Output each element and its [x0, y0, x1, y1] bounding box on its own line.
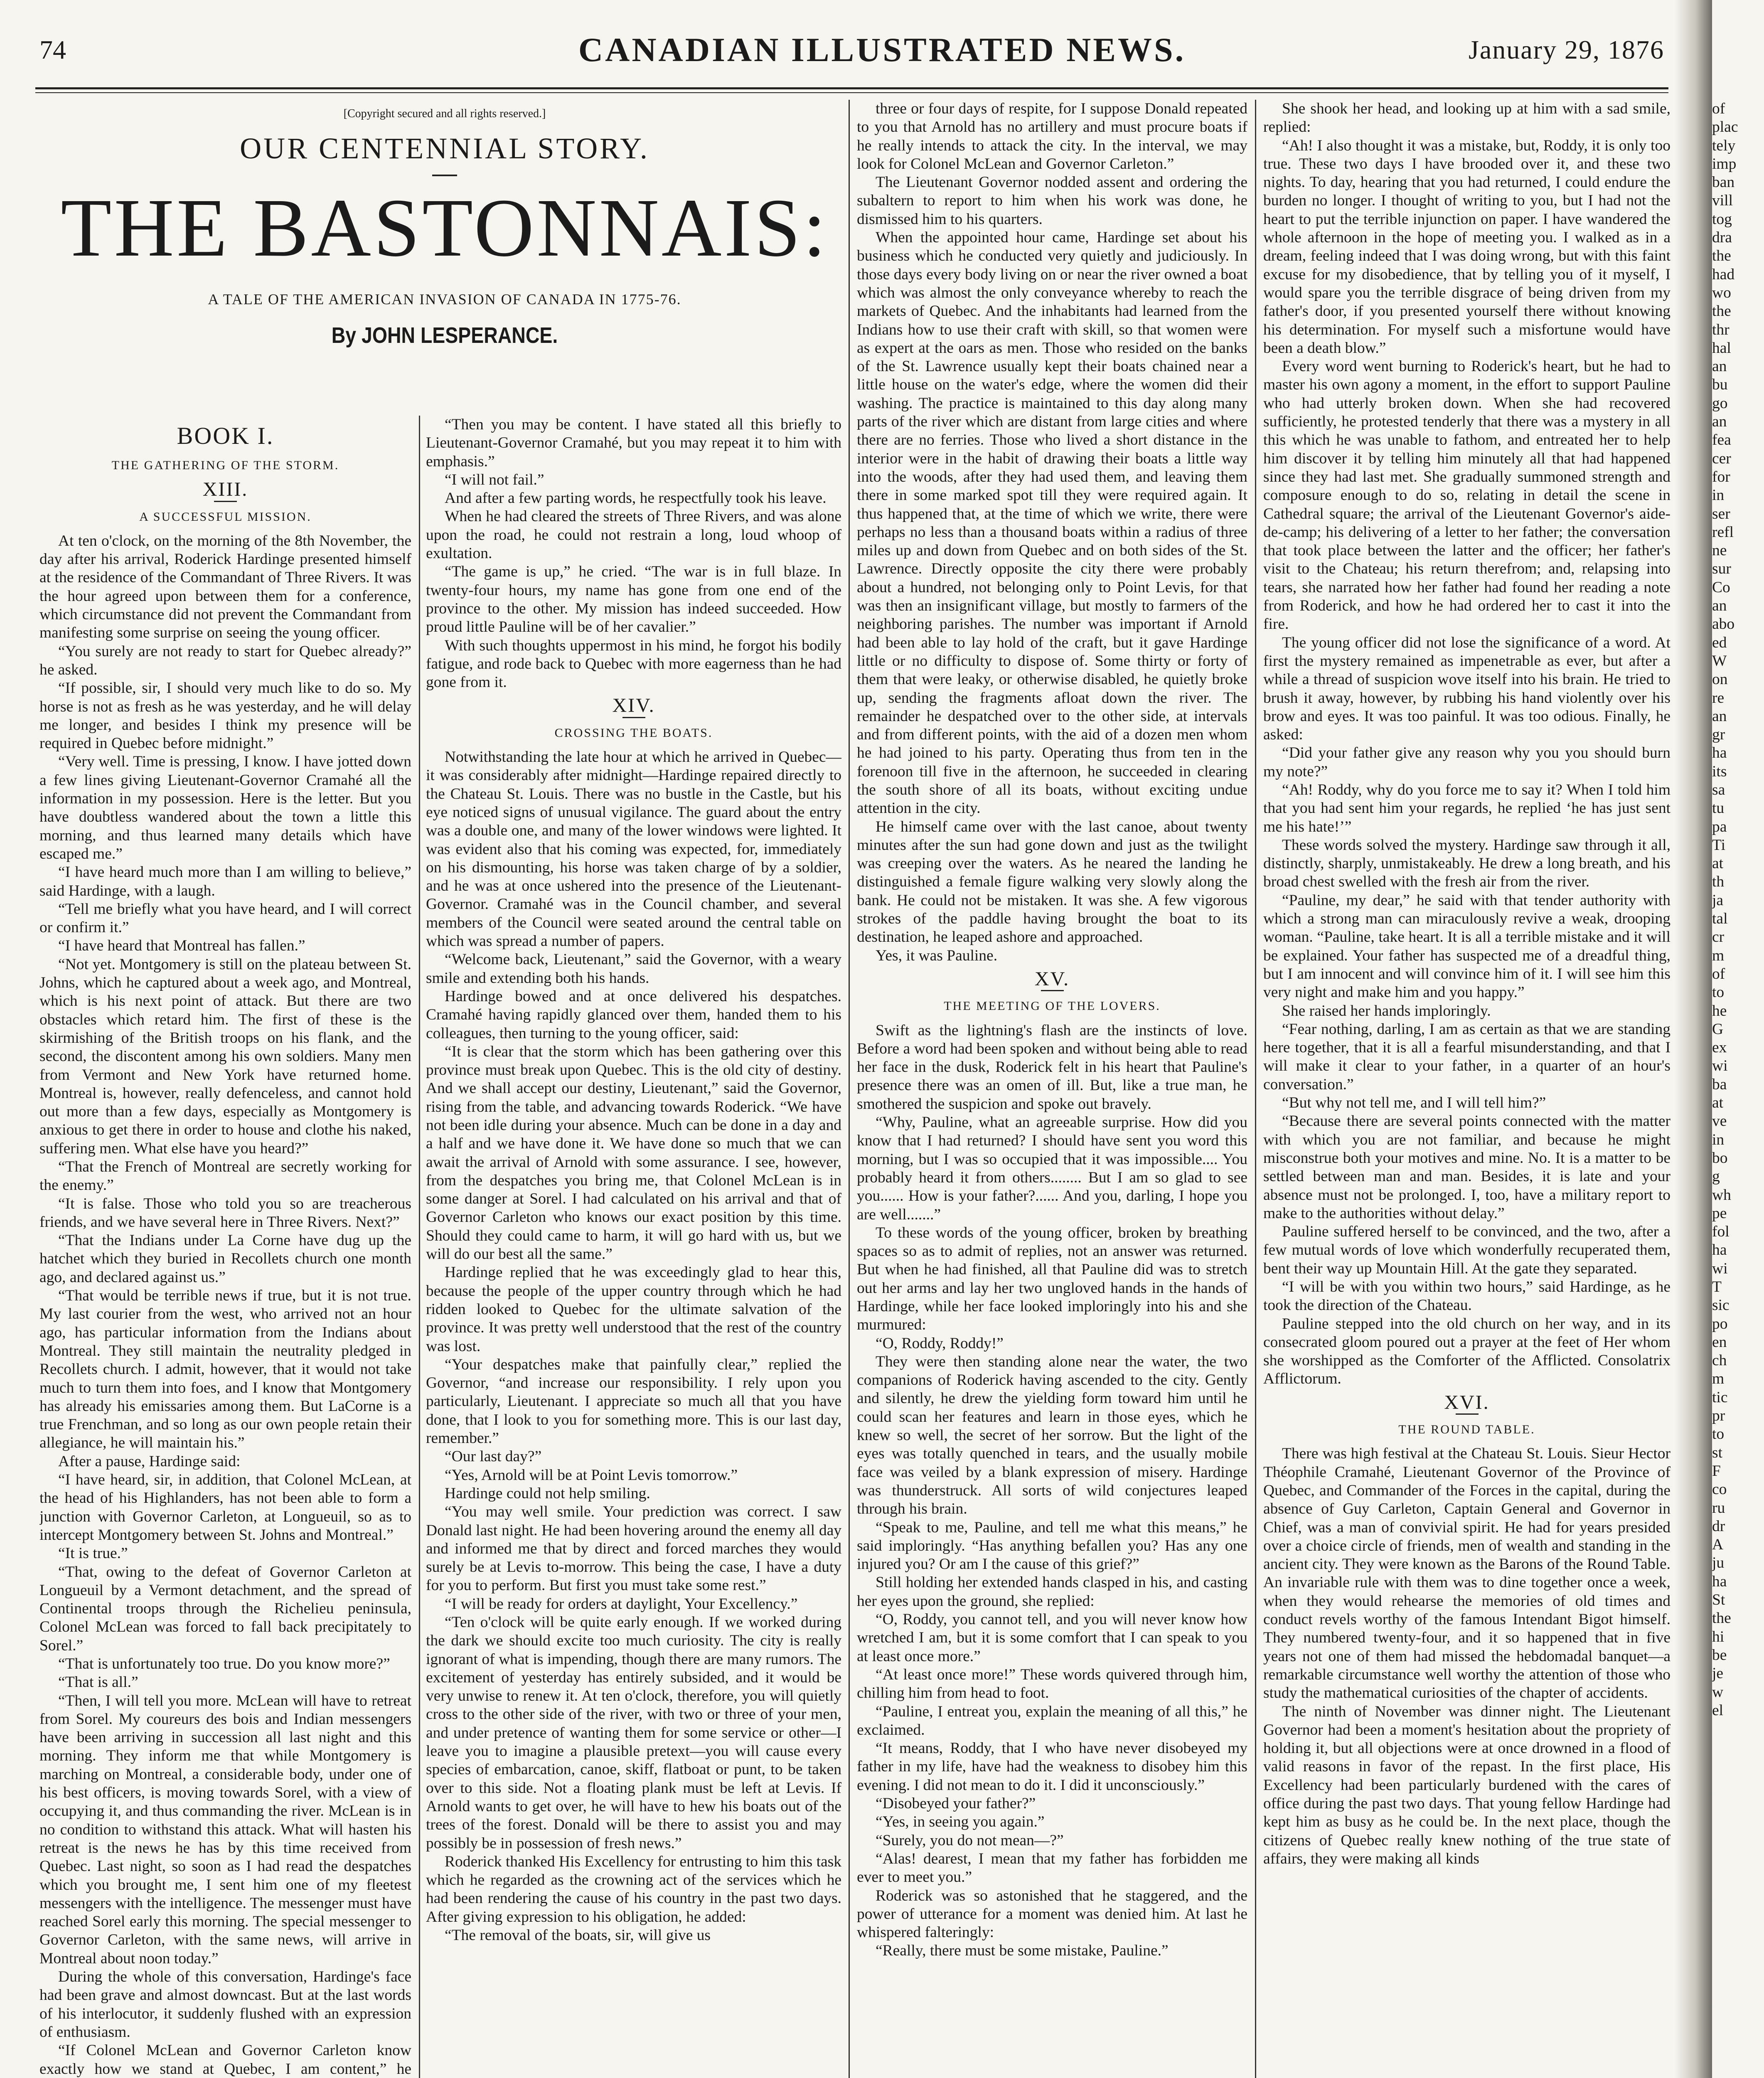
fragment-line: wo	[1712, 284, 1731, 301]
paragraph: “Tell me briefly what you have heard, and I will correct or confirm it.”	[39, 900, 411, 936]
fragment-line: tog	[1712, 210, 1732, 228]
fragment-line: an	[1712, 707, 1727, 725]
chapter-heading: XIII.	[202, 478, 248, 501]
fragment-line: imp	[1712, 155, 1737, 172]
header-rule	[35, 87, 1668, 93]
fragment-line: w	[1712, 1683, 1724, 1701]
fragment-line: cr	[1712, 928, 1725, 946]
story-title: THE BASTONNAIS:	[61, 182, 829, 274]
fragment-line: wi	[1712, 1057, 1728, 1075]
fragment-line: at	[1712, 1094, 1724, 1112]
fragment-line: en	[1712, 1333, 1727, 1351]
fragment-line: ja	[1712, 891, 1724, 909]
paragraph: “At least once more!” These words quivered through him, chilling him from head to foot.	[857, 1666, 1247, 1702]
fragment-line: tely	[1712, 137, 1736, 154]
chapter-rule	[1456, 1413, 1479, 1415]
paragraph: Roderick was so astonished that he staggered, and the power of utterance for a moment was denied him. At last he whispered falteringly:	[857, 1887, 1247, 1941]
fragment-line: ser	[1712, 505, 1730, 522]
column-rule-1	[419, 416, 420, 2078]
fragment-line: G	[1712, 1020, 1724, 1038]
fragment-line: m	[1712, 1370, 1725, 1388]
fragment-line: plac	[1712, 118, 1738, 136]
fragment-line: he	[1712, 1002, 1727, 1019]
paragraph: Still holding her extended hands clasped in his, and casting her eyes upon the ground, she replied:	[857, 1574, 1247, 1610]
fragment-line: po	[1712, 1315, 1728, 1332]
fragment-line: bu	[1712, 376, 1728, 394]
paragraph: “Ten o'clock will be quite early enough. If we worked during the dark we should excite too much curiosity. The city is really ignorant of what is impending, though there are many rumors. The excitement of yesterday has entirely subsided, and it would be very unwise to renew it. At ten o'clock, therefore, you will quietly cross to the other side of the river, with two or three of your men, and under pretence of wanting them for some service or other—I leave you to imagine a plausible pretext—you will cause every species of embarcation, canoe, skiff, flatboat or punt, to be taken over to this side. Not a floating plank must be left at Levis. If Arnold wants to get over, he will have to hew his boats out of the trees of the forest. Donald will be there to assist you and may possibly be in possession of fresh news.”	[426, 1614, 841, 1852]
text-column-3	[857, 100, 1247, 2078]
paragraph: “Fear nothing, darling, I am as certain as that we are standing here together, that it is all a fearful misunderstanding, and that I will make it clear to your father, in a quarter of an hour's conversation.”	[1263, 1020, 1671, 1093]
fragment-line: ex	[1712, 1039, 1727, 1056]
paragraph: There was high festival at the Chateau St. Louis. Sieur Hector Théophile Cramahé, Lieutenant Governor of the Province of Quebec, and Commander of the Forces in the capital, during the absence of Guy Carleton, Captain General and Governor in Chief, was a man of convivial spirit. He had for years presided over a choice circle of friends, men of wealth and standing in the ancient city. They were known as the Barons of the Round Table. An invariable rule with them was to dine together once a week, when they would rehearse the memories of old times and conduct revels worthy of the famous Intendant Bigot himself. They numbered twenty-four, and it so happened that in five years not one of them had missed the hebdomadal banquet—a remarkable circumstance well worthy the attention of those who study the mathematical curiosities of the chapter of accidents.	[1263, 1445, 1671, 1702]
fragment-line: ru	[1712, 1499, 1725, 1517]
fragment-line: an	[1712, 358, 1727, 375]
fragment-line: pe	[1712, 1204, 1727, 1222]
paragraph: Notwithstanding the late hour at which he arrived in Quebec—it was considerably after midnight—Hardinge repaired directly to the Chateau St. Louis. There was no bustle in the Castle, but his eye noticed signs of unusual vigilance. The guard about the entry was a double one, and many of the lower windows were lighted. It was evident also that his coming was expected, for, immediately on his dismounting, his horse was taken charge of by a soldier, and he was at once ushered into the presence of the Lieutenant-Governor. Cramahé was in the Council chamber, and several members of the Council were seated around the central table on which was spread a number of papers.	[426, 748, 841, 950]
fragment-line: Ti	[1712, 836, 1726, 854]
paragraph: “But why not tell me, and I will tell him?”	[1282, 1094, 1546, 1112]
fragment-line: pa	[1712, 818, 1727, 835]
fragment-line: its	[1712, 763, 1727, 780]
paragraph: “That the Indians under La Corne have dug up the hatchet which they buried in Recollets church one month ago, and declared against us.”	[39, 1232, 411, 1286]
paragraph: “Ah! I also thought it was a mistake, but, Roddy, it is only too true. These two days I have brooded over it, and these two nights. To day, hearing that you had returned, I could endure the burden no longer. I thought of writing to you, but I had not the heart to put the terrible injunction on paper. I have wandered the whole afternoon in the hope of meeting you. I walked as in a dream, feeling indeed that I was doing wrong, but with this faint excuse for my disobedience, that by telling you of it myself, I would spare you the terrible disgrace of being driven from my father's door, if you presented yourself there without knowing his determination. For myself such a misfortune would have been a death blow.”	[1263, 137, 1671, 357]
paragraph: three or four days of respite, for I suppose Donald repeated to you that Arnold has no artillery and must procure boats if he really intends to attack the city. In the interval, we may look for Colonel McLean and Governor Carleton.”	[857, 100, 1247, 172]
chapter-heading: XIV.	[612, 694, 655, 717]
story-subtitle: A TALE OF THE AMERICAN INVASION OF CANADA IN 1775-76.	[208, 291, 681, 308]
fragment-line: wi	[1712, 1260, 1728, 1277]
text-column-4	[1263, 100, 1671, 2078]
paragraph: Pauline stepped into the old church on her way, and in its consecrated gloom poured out a prayer at the feet of Her whom she worshipped as the Comforter of the Afflicted. Consolatrix Afflictorum.	[1263, 1315, 1671, 1388]
fragment-line: wh	[1712, 1186, 1731, 1204]
fragment-line: ha	[1712, 1241, 1727, 1259]
fragment-line: th	[1712, 873, 1725, 891]
fragment-line: cer	[1712, 450, 1731, 467]
fragment-line: ed	[1712, 634, 1727, 651]
paragraph: “Very well. Time is pressing, I know. I have jotted down a few lines giving Lieutenant-Governor Cramahé all the information in my possession. Here is the letter. But you have doubtless wandered about the town a little this morning, and thus learned many details which have escaped me.”	[39, 753, 411, 862]
paragraph: “Ah! Roddy, why do you force me to say it? When I told him that you had sent him your regards, he replied ‘he has just sent me his hate!’”	[1263, 781, 1671, 835]
paragraph: The young officer did not lose the significance of a word. At first the mystery remained as impenetrable as ever, but after a while a thread of suspicion wove itself into his brain. He tried to brush it away, however, by rubbing his hand violently over his brow and eyes. It was too painful. It was too odious. Finally, he asked:	[1263, 634, 1671, 744]
paragraph: “Alas! dearest, I mean that my father has forbidden me ever to meet you.”	[857, 1850, 1247, 1886]
paragraph: When the appointed hour came, Hardinge set about his business which he conducted very quietly and judiciously. In those days every body living on or near the river owned a boat which was almost the only conveyance whereby to reach the markets of Quebec. And the inhabitants had learned from the Indians how to use their craft with skill, so that women were as expert at the oars as men. Those who resided on the banks of the St. Lawrence usually kept their boats chained near a little house on the water's edge, where the women did their washing. The practice is maintained to this day along many parts of the river which are distant from large cities and where there are no ferries. Those who lived a short distance in the interior were in the habit of drawing their boats a little way into the woods, after they had used them, and leaving them there in some marked spot till they were required again. It thus happened that, at the time of which we write, there were perhaps no less than a thousand boats within a radius of three miles up and down from Quebec and on both sides of the St. Lawrence. Directly opposite the city there were probably about a hundred, not belonging only to Point Levis, for that was then an insignificant village, but mostly to farmers of the neighboring parishes. The number was important if Arnold had been able to lay hold of the craft, but it gave Hardinge little or no difficulty to dispose of. Some thirty or forty of them that were leaky, or otherwise disabled, he quietly broke up, sending the fragments afloat down the river. The remainder he despatched over to the other side, at intervals and from different points, with the aid of a dozen men whom he had joined to his party. Operating thus from ten in the forenoon till five in the afternoon, he succeeded in clearing the south shore of all its boats, without exciting undue attention in the city.	[857, 229, 1247, 817]
fragment-line: ju	[1712, 1554, 1725, 1572]
paragraph: “I will be with you within two hours,” said Hardinge, as he took the direction of the Chateau.	[1263, 1278, 1671, 1314]
kicker-rule	[432, 175, 457, 176]
fragment-line: St	[1712, 1591, 1725, 1609]
fragment-line: go	[1712, 394, 1728, 412]
paragraph: “The removal of the boats, sir, will give us	[445, 1927, 711, 1944]
fragment-line: tu	[1712, 800, 1725, 817]
fragment-line: A	[1712, 1536, 1724, 1554]
fragment-line: fol	[1712, 1223, 1730, 1241]
fragment-line: pr	[1712, 1407, 1725, 1425]
chapter-rule	[214, 501, 237, 502]
paragraph: “That is all.”	[58, 1674, 138, 1691]
book-heading: BOOK I.	[177, 422, 274, 449]
paragraph: He himself came over with the last canoe, about twenty minutes after the sun had gone down and just as the twilight was creeping over the waters. As he neared the landing he distinguished a female figure walking very slowly along the bank. He could not be mistaken. It was she. A few vigorous strokes of the paddle having brought the boat to its destination, he leaped ashore and approached.	[857, 818, 1247, 946]
chapter-heading: XVI.	[1444, 1391, 1490, 1413]
paragraph: “Then, I will tell you more. McLean will have to retreat from Sorel. My coureurs des bois and Indian messengers have been arriving in succession all last night and this morning. They inform me that while Montgomery is marching on Montreal, a considerable body, under one of his best officers, is moving towards Sorel, with a view of occupying it, and thus commanding the river. McLean is in no condition to withstand this attack. What will hasten his retreat is the news he has by this time received from Quebec. Last night, so soon as I had read the despatches which you brought me, I sent him one of my fleetest messengers with the intelligence. The messenger must have reached Sorel early this morning. The special messenger to Governor Carleton, with the same news, will arrive in Montreal about noon today.”	[39, 1692, 411, 1967]
paragraph: “Really, there must be some mistake, Pauline.”	[876, 1942, 1169, 1960]
paragraph: “Not yet. Montgomery is still on the plateau between St. Johns, which he captured about a week ago, and Montreal, which is his next point of attack. But there are two obstacles which retard him. The first of these is the skirmishing of the British troops on his flank, and the second, the discontent among his own soldiers. Many men from Vermont and New York have returned home. Montreal is, however, really defenceless, and cannot hold out more than a few days, especially as Montgomery is anxious to get there in order to house and clothe his naked, suffering men. What else have you heard?”	[39, 955, 411, 1157]
fragment-line: dr	[1712, 1517, 1725, 1535]
fragment-line: sur	[1712, 560, 1731, 578]
copyright-notice: [Copyright secured and all rights reserved.]	[343, 107, 546, 120]
page-gutter-shadow	[1675, 0, 1712, 2078]
paragraph: “If Colonel McLean and Governor Carleton know exactly how we stand at Quebec, I am content,” he	[39, 2042, 411, 2078]
fragment-line: Co	[1712, 579, 1730, 596]
paragraph: “That the French of Montreal are secretly working for the enemy.”	[39, 1158, 411, 1194]
paragraph: “I have heard, sir, in addition, that Colonel McLean, at the head of his Highlanders, has not been able to form a junction with Governor Carleton, at Longueuil, so as to intercept Montgomery between St. Johns and Montreal.”	[39, 1471, 411, 1544]
paragraph: They were then standing alone near the water, the two companions of Roderick having ascended to the city. Gently and silently, he drew the yielding form toward him until he could scan her features and learn in those eyes, which he knew so well, the secret of her sorrow. But the light of the eyes was totally quenched in tears, and the usually mobile face was veiled by a blank expression of misery. Hardinge was thunderstruck. All sorts of wild conjectures leaped through his brain.	[857, 1353, 1247, 1518]
paragraph: At ten o'clock, on the morning of the 8th November, the day after his arrival, Roderick Hardinge presented himself at the residence of the Commandant of Three Rivers. It was the hour agreed upon between them for a conference, which circumstance did not prevent the Commandant from manifesting some surprise on seeing the young officer.	[39, 532, 411, 642]
paragraph: Hardinge replied that he was exceedingly glad to hear this, because the people of the upper country through which he had ridden looked to Quebec for the ultimate salvation of the province. It was pretty well understood that the rest of the country was lost.	[426, 1264, 841, 1355]
paragraph: “I will be ready for orders at daylight, Your Excellency.”	[445, 1595, 798, 1613]
fragment-line: in	[1712, 1131, 1725, 1148]
paragraph: Hardinge bowed and at once delivered his despatches. Cramahé having rapidly glanced over them, handed them to his colleagues, then turning to the young officer, said:	[426, 987, 841, 1042]
section-heading: A SUCCESSFUL MISSION.	[139, 510, 312, 524]
fragment-line: tal	[1712, 910, 1728, 928]
fragment-line: to	[1712, 984, 1725, 1001]
paragraph: “Why, Pauline, what an agreeable surprise. How did you know that I had returned? I should have sent you word this morning, but I was so occupied that it was impossible.... You probably heard it from others........ But I am so glad to see you...... How is your father?...... And you, darling, I hope you are well.......”	[857, 1114, 1247, 1223]
paragraph: Yes, it was Pauline.	[876, 947, 998, 964]
fragment-line: the	[1712, 1610, 1731, 1627]
paragraph: The Lieutenant Governor nodded assent and ordering the subaltern to report to him when his work was done, he dismissed him to his quarters.	[857, 174, 1247, 228]
fragment-line: ha	[1712, 744, 1727, 762]
fragment-line: dra	[1712, 229, 1732, 246]
fragment-line: be	[1712, 1646, 1727, 1664]
fragment-line: je	[1712, 1665, 1724, 1682]
fragment-line: bo	[1712, 1149, 1728, 1167]
paragraph: These words solved the mystery. Hardinge saw through it all, distinctly, sharply, unmistakeably. He drew a long breath, and his broad chest swelled with the fresh air from the river.	[1263, 836, 1671, 891]
column-rule-2	[849, 100, 850, 2078]
fragment-line: T	[1712, 1278, 1722, 1295]
paragraph: “It is false. Those who told you so are treacherous friends, and we have several here in Three Rivers. Next?”	[39, 1195, 411, 1231]
paragraph: “Our last day?”	[445, 1448, 542, 1465]
section-heading: THE MEETING OF THE LOVERS.	[944, 999, 1161, 1013]
paragraph: Pauline suffered herself to be convinced, and the two, after a few mutual words of love which wonderfully recuperated them, bent their way up Mountain Hill. At the gate they separated.	[1263, 1223, 1671, 1277]
paragraph: “Because there are several points connected with the matter with which you are not familiar, and because he might misconstrue both your motives and mine. No. It is a matter to be settled between man and man. Besides, it is late and your absence must not be prolonged. I, too, have a military report to make to the authorities without delay.”	[1263, 1113, 1671, 1222]
fragment-line: ve	[1712, 1113, 1727, 1130]
paragraph: “Surely, you do not mean—?”	[876, 1832, 1064, 1849]
paragraph: “That would be terrible news if true, but it is not true. My last courier from the west, who arrived not an hour ago, has particular information from the Indians about Montreal. They still maintain the neutrality pledged in Recollets church. I admit, however, that it would not take much to turn them into foes, and I know that Montgomery has already his emissaries among them. But LaCorne is a true Frenchman, and so long as our own people retain their allegiance, he will maintain his.”	[39, 1287, 411, 1452]
text-column-1	[39, 416, 411, 2078]
paragraph: With such thoughts uppermost in his mind, he forgot his bodily fatigue, and rode back to Quebec with more eagerness than he had gone from it.	[426, 637, 841, 691]
fragment-line: sic	[1712, 1297, 1730, 1314]
paragraph: “Then you may be content. I have stated all this briefly to Lieutenant-Governor Cramahé, but you may repeat it to him with emphasis.”	[426, 416, 841, 470]
paragraph: When he had cleared the streets of Three Rivers, and was alone upon the road, he could not restrain a long, loud whoop of exultation.	[426, 508, 841, 562]
fragment-line: vill	[1712, 192, 1733, 209]
paragraph: “You may well smile. Your prediction was correct. I saw Donald last night. He had been hovering around the enemy all day and informed me that by direct and forced marches they would surely be at Levis to-morrow. This being the case, I have a duty for you to perform. But first you must take some rest.”	[426, 1503, 841, 1594]
fragment-line: abo	[1712, 616, 1735, 633]
publication-title: CANADIAN ILLUSTRATED NEWS.	[578, 31, 1186, 69]
fragment-line: co	[1712, 1481, 1727, 1498]
paragraph: “Speak to me, Pauline, and tell me what this means,” he said imploringly. “Has anything befallen you? Has any one injured you? Or am I the cause of this grief?”	[857, 1519, 1247, 1573]
paragraph: “Disobeyed your father?”	[876, 1795, 1036, 1812]
fragment-line: in	[1712, 487, 1725, 504]
fragment-line: el	[1712, 1701, 1724, 1719]
paragraph: “It means, Roddy, that I who have never disobeyed my father in my life, have had the weakness to disobey him this evening. I did not mean to do it. I did it unconsciously.”	[857, 1740, 1247, 1794]
section-heading: THE ROUND TABLE.	[1398, 1423, 1535, 1437]
section-heading: THE GATHERING OF THE STORM.	[111, 458, 340, 472]
paragraph: “The game is up,” he cried. “The war is in full blaze. In twenty-four hours, my name has gone from one end of the province to the other. My mission has indeed succeeded. How proud little Pauline will be of her cavalier.”	[426, 563, 841, 636]
fragment-line: g	[1712, 1168, 1720, 1185]
paragraph: Every word went burning to Roderick's heart, but he had to master his own agony a moment, in the effort to support Pauline who had utterly broken down. When she had recovered sufficiently, he protested tenderly that there was a mystery in all this which he was unable to fathom, and entreated her to help him discover it by telling him minutely all that had happened since they had last met. She gradually summoned strength and composure enough to do so, relating in detail the scene in Cathedral square; the arrival of the Lieutenant Governor's aide-de-camp; his delivering of a letter to her father; the conversation that took place between the latter and the officer; her father's visit to the Chateau; his return therefrom; and, relapsing into tears, she narrated how her father had found her reading a note from Roderick, and how he had ordered her to cast it into the fire.	[1263, 358, 1671, 633]
issue-date: January 29, 1876	[1468, 35, 1664, 64]
chapter-heading: XV.	[1034, 968, 1070, 990]
paragraph: “Your despatches make that painfully clear,” replied the Governor, “and increase our responsibility. I rely upon you particularly, Lieutenant. I appreciate so much all that you have done, that I look to you for something more. This is our last day, remember.”	[426, 1356, 841, 1447]
paragraph: “I will not fail.”	[445, 471, 544, 488]
paragraph: “That is unfortunately too true. Do you know more?”	[58, 1655, 390, 1672]
paragraph: And after a few parting words, he respectfully took his leave.	[445, 490, 827, 507]
fragment-line: refl	[1712, 523, 1734, 541]
story-kicker: OUR CENTENNIAL STORY.	[240, 132, 650, 165]
paragraph: Swift as the lightning's flash are the instincts of love. Before a word had been spoken and without being able to read her face in the dusk, Roderick felt in his heart that Pauline's presence there was an omen of ill. But, like a true man, he smothered the suspicion and spoke out bravely.	[857, 1022, 1247, 1113]
paragraph: “O, Roddy, Roddy!”	[876, 1334, 1004, 1352]
paragraph: During the whole of this conversation, Hardinge's face had been grave and almost downcast. But at the last words of his interlocutor, it suddenly flushed with an expression of enthusiasm.	[39, 1968, 411, 2041]
story-masthead	[37, 100, 852, 416]
fragment-line: of	[1712, 965, 1725, 982]
paragraph: “You surely are not ready to start for Quebec already?” he asked.	[39, 643, 411, 678]
fragment-line: the	[1712, 247, 1731, 265]
page-number: 74	[39, 35, 66, 64]
paragraph: “I have heard that Montreal has fallen.”	[58, 937, 305, 955]
fragment-line: had	[1712, 266, 1735, 283]
paragraph: Hardinge could not help smiling.	[445, 1485, 650, 1502]
fragment-line: an	[1712, 413, 1727, 431]
fragment-line: gr	[1712, 726, 1725, 744]
fragment-line: hi	[1712, 1628, 1725, 1645]
paragraph: To these words of the young officer, broken by breathing spaces so as to admit of replies, not an answer was returned. But when he had finished, all that Pauline did was to stretch out her arms and lay her two ungloved hands in the hands of Hardinge, while her face looked imploringly into his and she murmured:	[857, 1224, 1247, 1334]
fragment-line: the	[1712, 303, 1731, 320]
story-byline: By JOHN LESPERANCE.	[331, 323, 558, 348]
paragraph: “Pauline, I entreat you, explain the meaning of all this,” he exclaimed.	[857, 1703, 1247, 1738]
paragraph: “I have heard much more than I am willing to believe,” said Hardinge, with a laugh.	[39, 864, 411, 899]
paragraph: “Yes, Arnold will be at Point Levis tomorrow.”	[445, 1466, 738, 1484]
paragraph: The ninth of November was dinner night. The Lieutenant Governor had been a moment's hesitation about the propriety of holding it, but all objections were at once drowned in a flood of valid reasons in favor of the repast. In the first place, His Excellency had been particularly burdened with the cares of office during the past two days. That young fellow Hardinge had kept him as busy as he could be. In the next place, though the citizens of Quebec really knew nothing of the true state of affairs, they were making all kinds	[1263, 1703, 1671, 1867]
paragraph: “It is clear that the storm which has been gathering over this province must break upon Quebec. This is the old city of destiny. And we shall accept our destiny, Lieutenant,” said the Governor, rising from the table, and advancing towards Roderick. “We have not been idle during your absence. Much can be done in a day and a half and we have done it. We have done so much that we can await the arrival of Arnold with some assurance. I see, however, from the despatches you bring me, that Colonel McLean is in some danger at Sorel. I had calculated on his arrival and that of Governor Carleton who knows our exact position by this time. Should they could came to harm, it will go hard with us, but we will do our best all the same.”	[426, 1043, 841, 1263]
paragraph: “Welcome back, Lieutenant,” said the Governor, with a weary smile and extending both his hands.	[426, 951, 841, 987]
fragment-line: for	[1712, 468, 1730, 485]
paragraph: “O, Roddy, you cannot tell, and you will never know how wretched I am, but it is some comfort that I can speak to you at least once more.”	[857, 1611, 1247, 1665]
paragraph: “If possible, sir, I should very much like to do so. My horse is not as fresh as he was yesterday, and he will delay me longer, and besides I think my presence will be required in Quebec before midnight.”	[39, 680, 411, 752]
fragment-line: ne	[1712, 542, 1727, 559]
adjacent-page-fragment	[1712, 100, 1764, 2078]
fragment-line: on	[1712, 671, 1728, 688]
paragraph: “Yes, in seeing you again.”	[876, 1813, 1045, 1831]
fragment-line: st	[1712, 1444, 1723, 1461]
fragment-line: re	[1712, 689, 1725, 707]
paragraph: “Did your father give any reason why you you should burn my note?”	[1263, 744, 1671, 780]
paragraph: She raised her hands imploringly.	[1282, 1002, 1491, 1019]
paragraph: “That, owing to the defeat of Governor Carleton at Longueuil by a Vermont detachment, and the spread of Continental troops through the Richelieu peninsula, Colonel McLean was forced to fall back precipitately to Sorel.”	[39, 1563, 411, 1654]
fragment-line: hal	[1712, 339, 1731, 357]
fragment-line: tic	[1712, 1389, 1728, 1406]
text-column-2	[426, 416, 841, 2078]
fragment-line: ba	[1712, 1076, 1727, 1093]
fragment-line: ch	[1712, 1352, 1727, 1369]
fragment-line: ban	[1712, 174, 1735, 191]
fragment-line: m	[1712, 947, 1725, 964]
chapter-rule	[622, 717, 645, 718]
fragment-line: at	[1712, 855, 1724, 872]
fragment-line: to	[1712, 1426, 1725, 1443]
column-rule-3	[1255, 100, 1256, 2078]
fragment-line: fea	[1712, 431, 1731, 449]
paragraph: “It is true.”	[58, 1545, 128, 1562]
fragment-line: an	[1712, 597, 1727, 615]
fragment-line: F	[1712, 1462, 1721, 1480]
paragraph: After a pause, Hardinge said:	[58, 1453, 241, 1470]
fragment-line: W	[1712, 652, 1727, 670]
section-heading: CROSSING THE BOATS.	[554, 726, 713, 740]
fragment-line: thr	[1712, 321, 1730, 338]
fragment-line: of	[1712, 100, 1725, 117]
chapter-rule	[1041, 990, 1064, 991]
paragraph: She shook her head, and looking up at him with a sad smile, replied:	[1263, 100, 1671, 136]
fragment-line: ha	[1712, 1573, 1727, 1590]
paragraph: Roderick thanked His Excellency for entrusting to him this task which he regarded as the crowning act of the services which he had been rendering the cause of his country in the past two days. After giving expression to his obligation, he added:	[426, 1853, 841, 1925]
fragment-line: sa	[1712, 781, 1725, 798]
paragraph: “Pauline, my dear,” he said with that tender authority with which a strong man can miraculously revive a weak, drooping woman. “Pauline, take heart. It is all a terrible mistake and it will be explained. Your father has suspected me of a dreadful thing, but I am innocent and will convince him of it. I will see him this very night and make him and you happy.”	[1263, 891, 1671, 1001]
